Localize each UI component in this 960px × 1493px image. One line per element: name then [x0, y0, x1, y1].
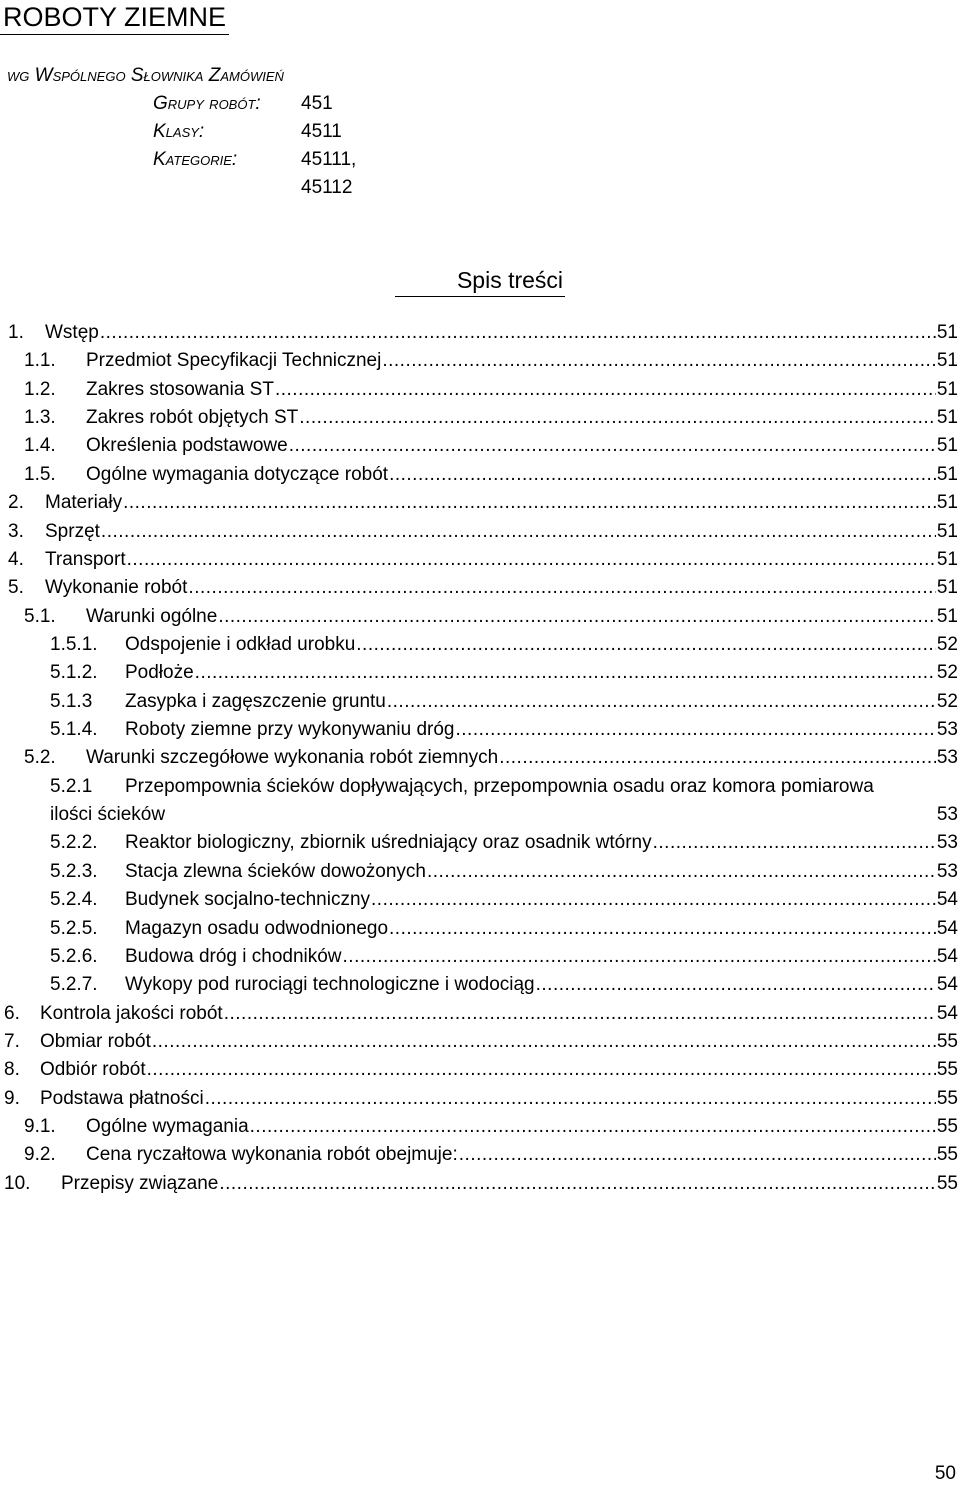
toc-leader-dots: [224, 1000, 936, 1028]
toc-entry-number: 1.1.: [24, 350, 56, 372]
toc-entry-line: [0, 773, 960, 801]
toc-entry-text: Reaktor biologiczny, zbiornik uśredniający oraz osadnik wtórny: [125, 832, 652, 854]
toc-leader-dots: [152, 1028, 936, 1056]
toc-entry-page: 55: [936, 1144, 958, 1166]
toc-entry-page: 51: [936, 378, 958, 400]
toc-entry[interactable]: [0, 1000, 960, 1028]
toc-entry[interactable]: [0, 1170, 960, 1198]
toc-entry[interactable]: [0, 1056, 960, 1084]
toc-entry-text: Ogólne wymagania dotyczące robót: [86, 463, 389, 485]
toc-entry-text: Odspojenie i odkład urobku: [125, 633, 356, 655]
toc-entry-page: 51: [936, 492, 958, 514]
classification-row-class: [7, 118, 342, 146]
toc-entry-text: Przedmiot Specyfikacji Technicznej: [86, 350, 382, 372]
toc-entry[interactable]: [0, 574, 960, 602]
classification-value: 45111, 45112: [301, 149, 357, 198]
toc-entry-text: Podłoże: [125, 662, 194, 684]
toc-entry-text: Cena ryczałtowa wykonania robót obejmuje:: [86, 1144, 458, 1166]
toc-entry-number: 1.2.: [24, 378, 56, 400]
toc-entry-page: 54: [936, 917, 958, 939]
toc-entry[interactable]: [0, 489, 960, 517]
toc-entry[interactable]: [0, 404, 960, 432]
toc-entry-page: 52: [936, 662, 958, 684]
toc-entry[interactable]: [0, 1085, 960, 1113]
toc-entry-number: 5.1.: [24, 605, 56, 627]
classification-value: 4511: [301, 121, 342, 142]
toc-entry[interactable]: [0, 347, 960, 375]
toc-leader-dots: [456, 716, 936, 744]
toc-leader-dots: [101, 518, 936, 546]
toc-entry-number: 5.2.7.: [50, 974, 98, 996]
toc-leader-dots: [387, 688, 936, 716]
toc-leader-dots: [250, 1113, 936, 1141]
toc-entry-text: Warunki ogólne: [86, 605, 218, 627]
toc-entry-text: Budowa dróg i chodników: [125, 945, 342, 967]
classification-heading: wg Wspólnego Słownika Zamówień: [7, 65, 284, 86]
toc-entry[interactable]: [0, 659, 960, 687]
toc-entry-page: 55: [936, 1031, 958, 1052]
page-title: ROBOTY ZIEMNE: [0, 0, 229, 35]
toc-entry-number: 5.2.1: [50, 775, 93, 797]
toc-leader-dots: [389, 915, 936, 943]
toc-entry-number: 5.2.2.: [50, 832, 98, 854]
toc-entry-number: 5.2.6.: [50, 945, 98, 967]
toc-entry-page: 51: [936, 605, 958, 627]
toc-leader-dots: [123, 489, 936, 517]
toc-leader-dots: [275, 376, 936, 404]
toc-entry[interactable]: [0, 631, 960, 659]
page-number: 50: [934, 1463, 956, 1484]
toc-entry-page: 55: [936, 1172, 958, 1194]
toc-entry[interactable]: [0, 432, 960, 460]
toc-entry-page: 54: [936, 945, 958, 967]
toc-entry[interactable]: [0, 376, 960, 404]
toc-entry[interactable]: [0, 915, 960, 943]
toc-leader-dots: [127, 546, 936, 574]
toc-entry-text: Budynek socjalno-techniczny: [125, 889, 371, 911]
toc-entry-text: Odbiór robót: [40, 1059, 146, 1081]
toc-entry-number: 5.2.3.: [50, 860, 98, 882]
classification-label: Kategorie:: [153, 149, 238, 170]
toc-entry[interactable]: [0, 1113, 960, 1141]
toc-entry-number: 9.: [4, 1087, 20, 1109]
toc-entry-page: 52: [936, 633, 958, 655]
toc-leader-dots: [356, 631, 936, 659]
toc-entry-text-continued: ilości ścieków: [50, 803, 166, 825]
toc-entry[interactable]: [0, 829, 960, 857]
toc-entry-number: 1.: [8, 322, 24, 343]
toc-entry[interactable]: [0, 319, 960, 347]
classification-label: Grupy robót:: [153, 93, 261, 114]
toc-leader-dots: [205, 1085, 936, 1113]
toc-entry-text: Przepisy związane: [61, 1172, 219, 1194]
classification-label: Klasy:: [153, 121, 205, 142]
toc-leader-dots: [343, 943, 936, 971]
toc-entry-text: Stacja zlewna ścieków dowożonych: [125, 860, 426, 882]
toc-entry[interactable]: [0, 971, 960, 999]
toc-entry[interactable]: [0, 858, 960, 886]
toc-entry-number: 2.: [8, 492, 24, 514]
toc-entry-number: 5.1.3: [50, 690, 93, 712]
toc-title-text: Spis treści: [395, 264, 565, 297]
toc-entry-text: Obmiar robót: [40, 1031, 151, 1052]
toc-entry-text: Kontrola jakości robót: [40, 1002, 223, 1024]
toc-entry-page: 53: [936, 719, 958, 741]
toc-entry-text: Zakres stosowania ST: [86, 378, 274, 400]
toc-leader-dots: [536, 971, 936, 999]
toc-entry-page: 53: [936, 747, 958, 769]
toc-entry[interactable]: [0, 518, 960, 546]
toc-entry-text: Magazyn osadu odwodnionego: [125, 917, 389, 939]
toc-entry-number: 9.2.: [24, 1144, 56, 1166]
toc-entry[interactable]: [0, 716, 960, 744]
toc-title: [0, 264, 960, 297]
toc-entry-page: 51: [936, 350, 958, 372]
toc-leader-dots: [371, 886, 936, 914]
toc-entry-page: 55: [936, 1116, 958, 1138]
toc-entry-text: Sprzęt: [45, 520, 100, 542]
toc-entry-number: 3.: [8, 520, 24, 542]
toc-leader-dots: [289, 432, 936, 460]
toc-entry-number: 8.: [4, 1059, 20, 1081]
toc-entry-text: Wykonanie robót: [45, 577, 188, 599]
toc-entry-number: 1.4.: [24, 435, 56, 457]
toc-entry-text: Wstęp: [45, 322, 99, 343]
toc-entry[interactable]: [0, 943, 960, 971]
toc-entry[interactable]: [0, 773, 960, 830]
toc-entry-page: 53: [936, 832, 958, 854]
toc-entry-page: 51: [936, 548, 958, 570]
toc-leader-dots: [499, 744, 936, 772]
toc-entry-page: 55: [936, 1059, 958, 1081]
toc-entry-text: Określenia podstawowe: [86, 435, 288, 457]
classification-row-category: [7, 146, 357, 198]
toc-entry-number: 7.: [4, 1031, 20, 1052]
toc-leader-dots: [218, 603, 936, 631]
toc-entry-text: Przepompownia ścieków dopływających, przepompownia osadu oraz komora pomiarowa: [125, 775, 874, 797]
toc-entry[interactable]: [0, 688, 960, 716]
toc-leader-dots: [389, 461, 936, 489]
toc-entry-number: 5.2.5.: [50, 917, 98, 939]
toc-entry[interactable]: [0, 461, 960, 489]
toc-entry-text: Zakres robót objętych ST: [86, 407, 299, 429]
toc-entry-page: 51: [936, 407, 958, 429]
toc-leader-dots: [219, 1170, 936, 1198]
table-of-contents: [0, 319, 960, 1198]
toc-entry-number: 1.5.: [24, 463, 56, 485]
toc-entry[interactable]: [0, 744, 960, 772]
toc-entry-text: Transport: [45, 548, 126, 570]
toc-leader-dots: [427, 858, 936, 886]
classification-block: [7, 62, 357, 198]
toc-entry[interactable]: [0, 603, 960, 631]
toc-entry-number: 5.2.4.: [50, 889, 98, 911]
toc-entry-number: 1.5.1.: [50, 633, 98, 655]
toc-leader-dots: [100, 319, 936, 347]
toc-entry-text: Zasypka i zagęszczenie gruntu: [125, 690, 386, 712]
toc-entry-number: 5.2.: [24, 747, 56, 769]
toc-leader-dots: [299, 404, 936, 432]
classification-row-group: [7, 90, 333, 118]
toc-entry-text: Ogólne wymagania: [86, 1116, 249, 1138]
toc-entry-page: 51: [936, 520, 958, 542]
toc-leader-dots: [188, 574, 935, 602]
toc-entry-number: 1.3.: [24, 407, 56, 429]
toc-entry-text: Materiały: [45, 492, 123, 514]
toc-entry-text: Wykopy pod rurociągi technologiczne i wodociąg: [125, 974, 535, 996]
toc-entry-text: Warunki szczegółowe wykonania robót ziemnych: [86, 747, 499, 769]
toc-entry-number: 4.: [8, 548, 24, 570]
toc-leader-dots: [653, 829, 936, 857]
toc-entry-text: Podstawa płatności: [40, 1087, 204, 1109]
toc-entry-page: 52: [936, 690, 958, 712]
toc-entry-number: 10.: [4, 1172, 31, 1194]
toc-entry[interactable]: [0, 1028, 960, 1056]
toc-entry-number: 5.1.4.: [50, 719, 98, 741]
toc-entry-page: 53: [936, 803, 958, 825]
toc-entry-page: 54: [936, 889, 958, 911]
toc-entry-number: 6.: [4, 1002, 20, 1024]
toc-leader-dots: [459, 1141, 936, 1169]
toc-entry[interactable]: [0, 546, 960, 574]
toc-entry-page: 51: [936, 463, 958, 485]
toc-entry-page: 51: [936, 577, 958, 599]
toc-entry[interactable]: [0, 886, 960, 914]
toc-entry-number: 9.1.: [24, 1116, 56, 1138]
toc-entry-page: 55: [936, 1087, 958, 1109]
toc-entry-page: 51: [936, 435, 958, 457]
toc-entry-page: 53: [936, 860, 958, 882]
toc-leader-dots: [195, 659, 936, 687]
toc-leader-dots: [147, 1056, 936, 1084]
toc-entry-text: Roboty ziemne przy wykonywaniu dróg: [125, 719, 455, 741]
toc-entry[interactable]: [0, 1141, 960, 1169]
toc-entry-number: 5.: [8, 577, 24, 599]
toc-entry-page: 54: [936, 974, 958, 996]
toc-leader-dots: [382, 347, 936, 375]
toc-entry-page: 54: [936, 1002, 958, 1024]
toc-entry-number: 5.1.2.: [50, 662, 98, 684]
classification-value: 451: [301, 93, 333, 114]
toc-entry-line: [0, 801, 960, 829]
toc-entry-page: 51: [936, 322, 958, 343]
